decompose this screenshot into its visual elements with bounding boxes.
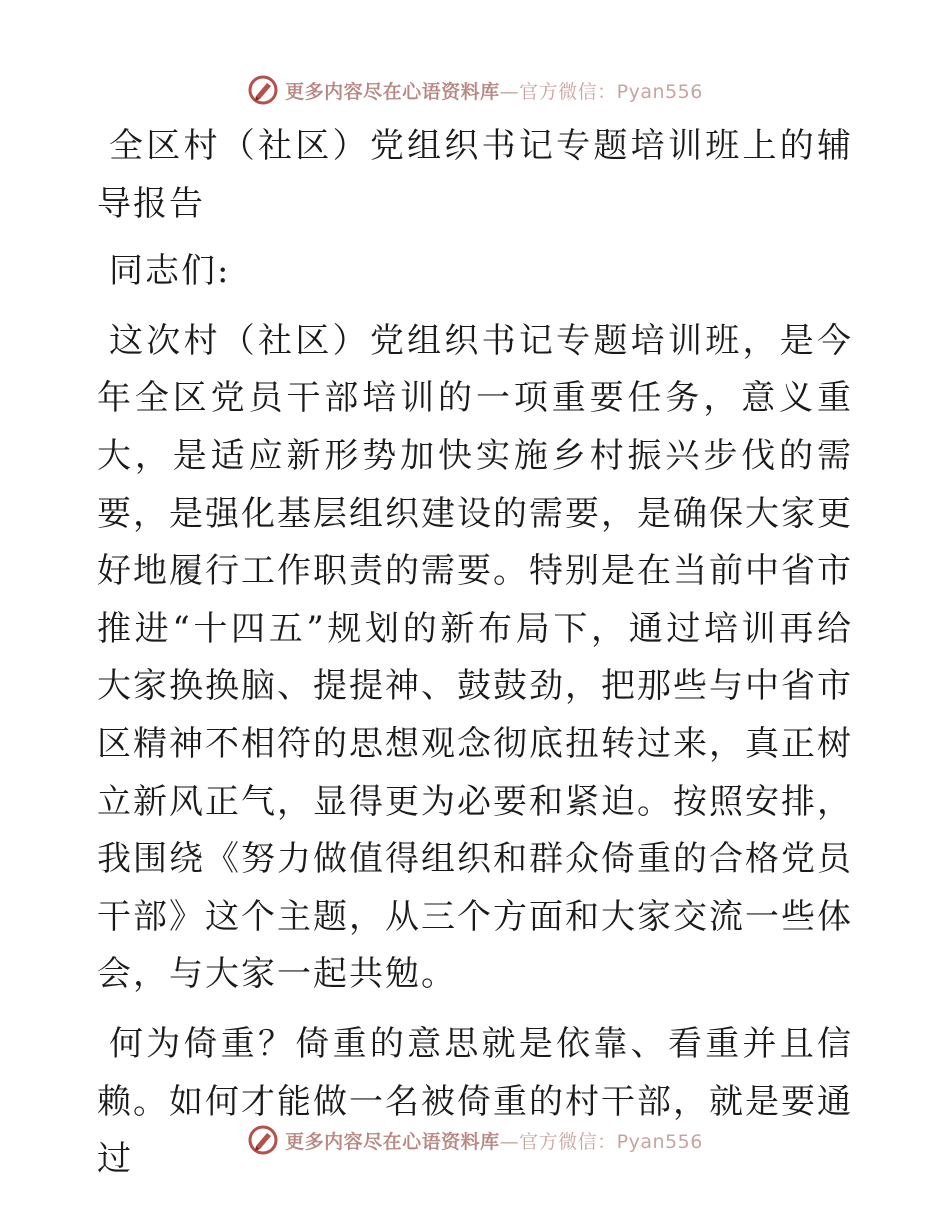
watermark-text: 更多内容尽在心语资料库—官方微信：Pyan556	[285, 80, 703, 103]
pen-logo-icon	[247, 1124, 279, 1156]
document-body	[97, 118, 853, 1201]
paragraph-1: 这次村（社区）党组织书记专题培训班，是今年全区党员干部培训的一项重要任务，意义重大，是适应新形势加快实施乡村振兴步伐的需要，是强化基层组织建设的需要，是确保大家更好地履行工作职责的需要。特别是在当前中省市推进“十四五”规划的新布局下，通过培训再给大家换换脑、提提神、鼓鼓劲，把那些与中省市区精神不相符的思想观念彻底扭转过来，真正树立新风正气，显得更为必要和紧迫。按照安排，我围绕《努力做值得组织和群众倚重的合格党员干部》这个主题，从三个方面和大家交流一些体会，与大家一起共勉。	[97, 320, 853, 995]
paragraph-2: 何为倚重？倚重的意思就是依靠、看重并且信赖。如何才能做一名被倚重的村干部，就是要通过	[97, 1023, 853, 1180]
pen-logo-icon	[247, 74, 279, 106]
document-title: 全区村（社区）党组织书记专题培训班上的辅导报告	[97, 126, 853, 224]
header-watermark	[0, 72, 950, 108]
footer-watermark	[0, 1122, 950, 1158]
greeting: 同志们:	[109, 251, 231, 292]
watermark-text: 更多内容尽在心语资料库—官方微信：Pyan556	[285, 1130, 703, 1153]
